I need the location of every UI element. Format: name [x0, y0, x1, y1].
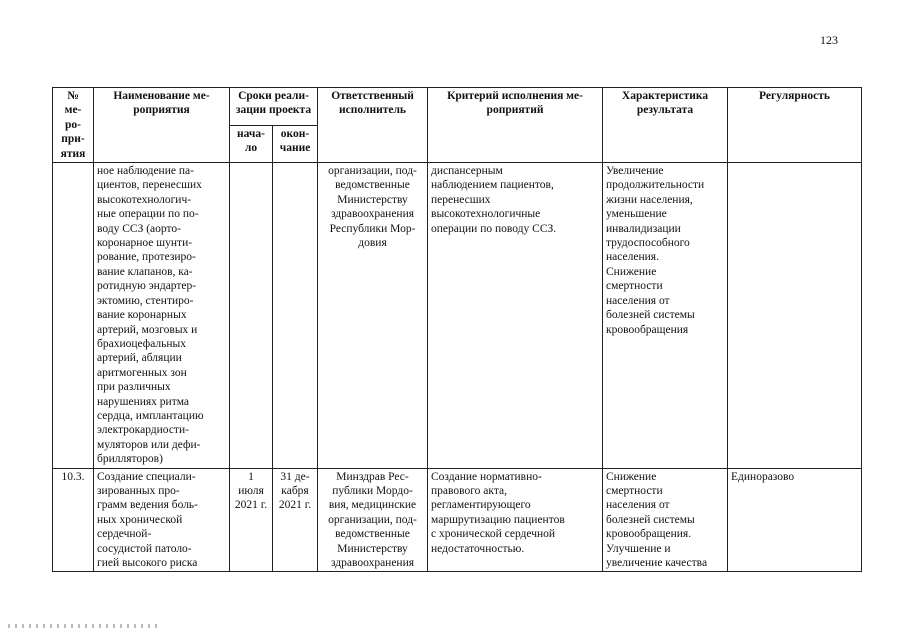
cell-regularity: [728, 163, 862, 469]
header-name: Наименование ме- роприятия: [94, 88, 230, 163]
page-number: 123: [820, 33, 838, 47]
scan-artifact: [8, 624, 158, 628]
header-number: № ме- ро- при- ятия: [53, 88, 94, 163]
cell-result: Снижение смертности населения от болезней системы кровообращения. Улучшение и увеличение качества: [603, 468, 728, 572]
header-criterion: Критерий исполнения ме- роприятий: [428, 88, 603, 163]
header-result: Характеристика результата: [603, 88, 728, 163]
cell-start: [230, 163, 273, 469]
header-regularity: Регулярность: [728, 88, 862, 163]
cell-criterion: Создание нормативно- правового акта, регламентирующего маршрутизацию пациентов с хронической сердечной недостаточностью.: [428, 468, 603, 572]
cell-result: Увеличение продолжительности жизни населения, уменьшение инвалидизации трудоспособного населения. Снижение смертности населения от болезней системы кровообращения: [603, 163, 728, 469]
cell-responsible: Минздрав Рес- публики Мордо- вия, медицинские организации, под- ведомственные Министерству здравоохранения: [318, 468, 428, 572]
cell-end: [273, 163, 318, 469]
cell-regularity: Единоразово: [728, 468, 862, 572]
cell-name: ное наблюдение па- циентов, перенесших высокотехнологич- ные операции по по- воду ССЗ (аорто- коронарное шунти- рование, протезиро- вание клапанов, ка- ротидную эндартер- эктомию, стентиро- вание коронарных артерий, мозговых и брахиоцефальных артерий, абляции аритмогенных зон при различных нарушениях ритма сердца, имплантацию электрокардиости- муляторов или дефи- брилляторов): [94, 163, 230, 469]
header-start: нача- ло: [230, 125, 273, 163]
table-row: [53, 468, 862, 572]
cell-name: Создание специали- зированных про- грамм ведения боль- ных хронической сердечной- сосудистой патоло- гией высокого риска: [94, 468, 230, 572]
cell-number: [53, 163, 94, 469]
header-end: окон- чание: [273, 125, 318, 163]
table-row: [53, 163, 862, 469]
cell-end: 31 де- кабря 2021 г.: [273, 468, 318, 572]
cell-start: 1 июля 2021 г.: [230, 468, 273, 572]
cell-responsible: организации, под- ведомственные Министерству здравоохранения Республики Мор- довия: [318, 163, 428, 469]
header-responsible: Ответственный исполнитель: [318, 88, 428, 163]
cell-criterion: диспансерным наблюдением пациентов, перенесших высокотехнологичные операции по поводу ССЗ.: [428, 163, 603, 469]
measures-table: [52, 87, 862, 572]
cell-number: 10.3.: [53, 468, 94, 572]
header-terms: Сроки реали- зации проекта: [230, 88, 318, 126]
table-header: [53, 88, 862, 163]
